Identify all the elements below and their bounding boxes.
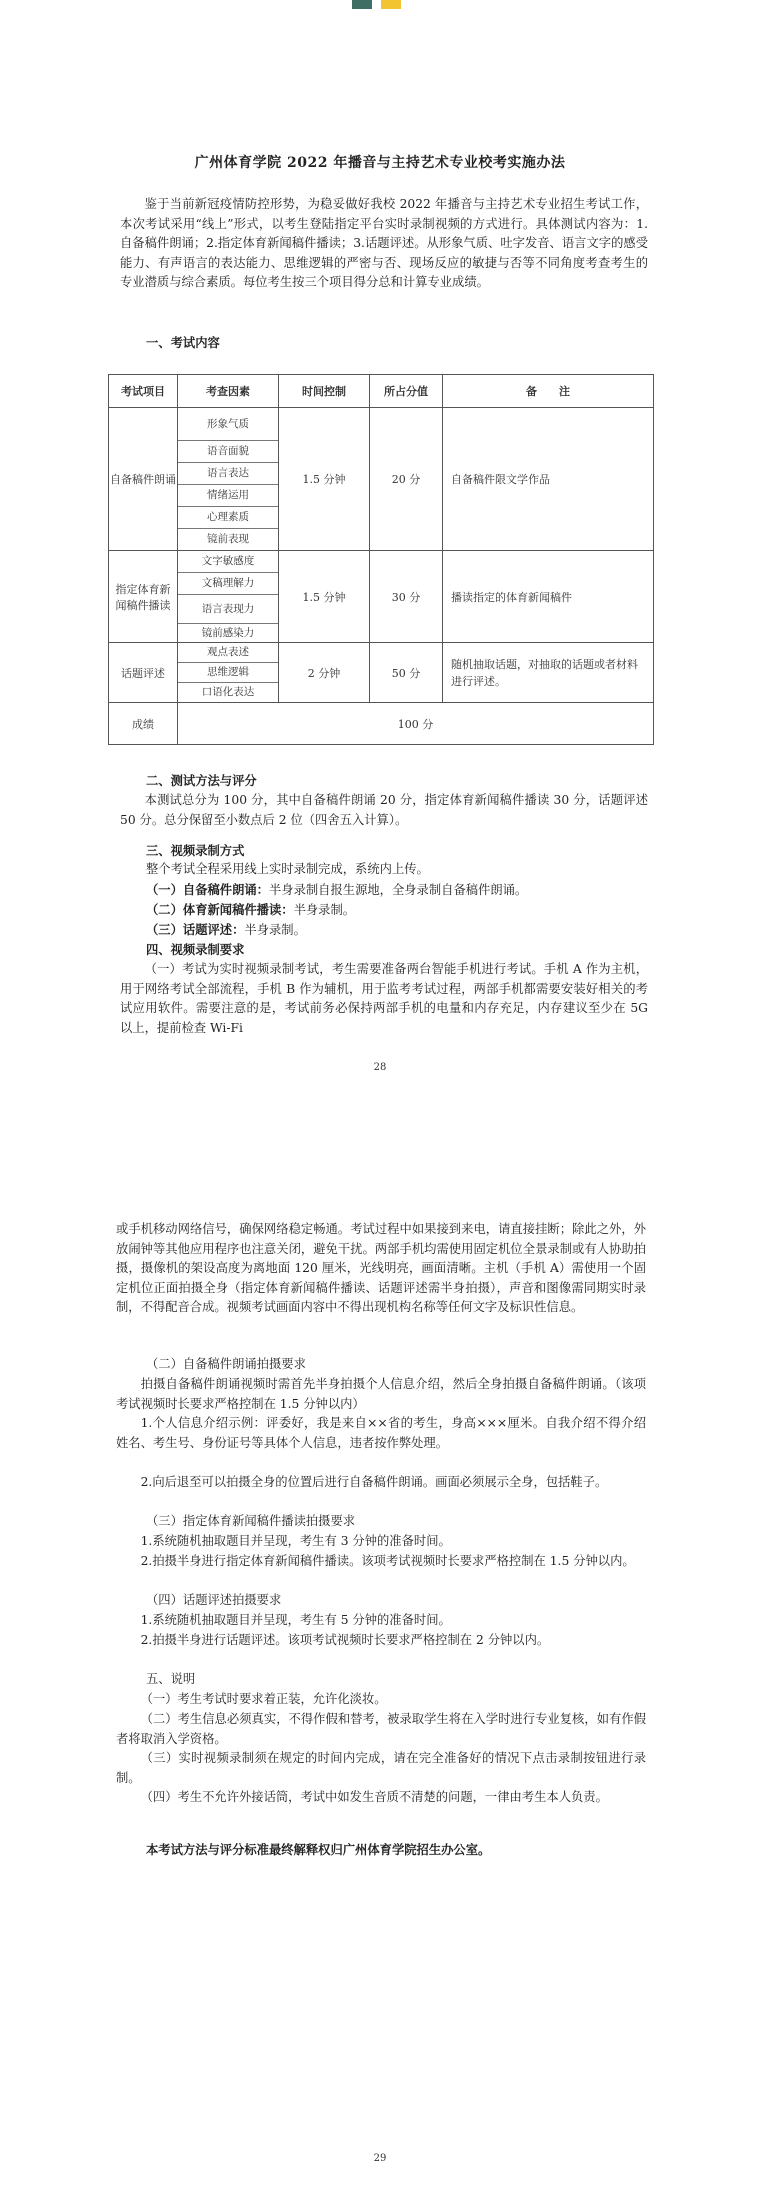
self-reading-item-2: 2.向后退至可以拍摄全身的位置后进行自备稿件朗诵。画面必须展示全身，包括鞋子。 <box>140 1475 608 1489</box>
method-paragraph: 本测试总分为 100 分，其中自备稿件朗诵 20 分，指定体育新闻稿件播读 30 分，话题评述 50 分。总分保留至小数点后 2 位（四舍五入计算）。 <box>120 793 648 827</box>
table-total-row <box>109 703 654 745</box>
topic-commentary-item-1: 1.系统随机抽取题目并呈现，考生有 5 分钟的准备时间。 <box>140 1613 451 1627</box>
page-title: 广州体育学院 2022 年播音与主持艺术专业校考实施办法 <box>194 155 566 171</box>
closing-statement: 本考试方法与评分标准最终解释权归广州体育学院招生办公室。 <box>146 1842 491 1857</box>
table-row <box>109 643 654 703</box>
header-time: 时间控制 <box>279 375 370 408</box>
cell-time: 2 分钟 <box>279 643 370 703</box>
cell-time: 1.5 分钟 <box>279 408 370 551</box>
recording-paragraph: 整个考试全程采用线上实时录制完成，系统内上传。 <box>146 862 429 876</box>
cell-score: 20 分 <box>370 408 443 551</box>
cell-total-label: 成绩 <box>109 703 178 745</box>
section-heading-recording: 三、视频录制方式 <box>146 843 245 858</box>
self-reading-item-1: 1.个人信息介绍示例：评委好，我是来自××省的考生，身高×××厘米。自我介绍不得介绍姓名、考生号、身份证号等具体个人信息，违者按作弊处理。 <box>116 1416 646 1450</box>
cell-factors <box>178 643 279 703</box>
cell-item: 话题评述 <box>109 643 178 703</box>
header-factors: 考查因素 <box>178 375 279 408</box>
factor: 语言表达 <box>178 463 278 485</box>
note-item-2: （二）考生信息必须真实，不得作假和替考，被录取学生将在入学时进行专业复核，如有作假者将取消入学资格。 <box>116 1712 646 1746</box>
cell-score: 30 分 <box>370 551 443 643</box>
factor: 形象气质 <box>178 408 278 441</box>
factor: 文字敏感度 <box>178 551 278 573</box>
requirements-paragraph: （一）考试为实时视频录制考试，考生需要准备两台智能手机进行考试。手机 A 作为主机，用于网络考试全部流程，手机 B 作为辅机，用于监考考试过程，两部手机都需要安装好相关的考试应用软件。需要注意的是，考试前务必保持两部手机的电量和内存充足，内存建议至少在 5G 以上，提前检查 Wi-Fi <box>120 962 648 1035</box>
factor: 镜前感染力 <box>201 627 255 639</box>
cell-time: 1.5 分钟 <box>279 551 370 643</box>
page-29 <box>0 1100 760 2210</box>
exam-content-table <box>108 374 654 745</box>
section-heading-method: 二、测试方法与评分 <box>146 773 257 788</box>
section-heading-notes: 五、说明 <box>146 1672 196 1686</box>
page-number: 28 <box>373 1062 387 1073</box>
cell-factors <box>178 551 279 643</box>
cell-total-value: 100 分 <box>178 703 654 745</box>
factor: 镜前表现 <box>207 533 249 545</box>
self-reading-paragraph: 拍摄自备稿件朗诵视频时需首先半身拍摄个人信息介绍，然后全身拍摄自备稿件朗诵。（该项考试视频时长要求严格控制在 1.5 分钟以内） <box>116 1377 646 1411</box>
factor: 口语化表达 <box>201 686 255 698</box>
factor: 思维逻辑 <box>178 663 278 683</box>
cell-factors <box>178 408 279 551</box>
recording-item-3 <box>146 920 646 941</box>
table-row <box>109 551 654 643</box>
subsection-heading-topic-commentary: （四）话题评述拍摄要求 <box>146 1593 282 1607</box>
section-heading-exam-content: 一、考试内容 <box>146 335 220 350</box>
header-exam-item: 考试项目 <box>109 375 178 408</box>
factor: 文稿理解力 <box>178 573 278 595</box>
note-item-3: （三）实时视频录制须在规定的时间内完成，请在完全准备好的情况下点击录制按钮进行录制。 <box>116 1751 646 1785</box>
factor: 观点表述 <box>178 643 278 663</box>
table-header-row <box>109 375 654 408</box>
news-reading-item-2: 2.拍摄半身进行指定体育新闻稿件播读。该项考试视频时长要求严格控制在 1.5 分钟以内。 <box>140 1554 635 1568</box>
header-score: 所占分值 <box>370 375 443 408</box>
page-number: 29 <box>373 2153 387 2164</box>
recording-item-2-label: （二）体育新闻稿件播读： <box>146 902 294 917</box>
recording-item-1-text: 半身录制自报生源地，全身录制自备稿件朗诵。 <box>268 883 528 897</box>
cell-score: 50 分 <box>370 643 443 703</box>
intro-paragraph: 鉴于当前新冠疫情防控形势，为稳妥做好我校 2022 年播音与主持艺术专业招生考试工作，本次考试采用“线上”形式，以考生登陆指定平台实时录制视频的方式进行。具体测试内容为：1.自备稿件朗诵；2.指定体育新闻稿件播读；3.话题评述。从形象气质、吐字发音、语言文字的感受能力、有声语言的表达能力、思维逻辑的严密与否、现场反应的敏捷与否等不同角度考查考生的专业潜质与综合素质。每位考生按三个项目得分总和计算专业成绩。 <box>120 197 648 289</box>
subsection-heading-self-reading: （二）自备稿件朗诵拍摄要求 <box>146 1357 306 1371</box>
header-notes: 备 注 <box>443 375 654 408</box>
recording-item-1-label: （一）自备稿件朗诵： <box>146 882 269 897</box>
cell-note: 自备稿件限文学作品 <box>443 408 654 551</box>
factor: 心理素质 <box>178 507 278 529</box>
recording-item-1 <box>146 880 646 901</box>
section-heading-requirements: 四、视频录制要求 <box>146 942 245 957</box>
note-item-1: （一）考生考试时要求着正装，允许化淡妆。 <box>140 1692 387 1706</box>
recording-item-3-label: （三）话题评述： <box>146 922 245 937</box>
recording-item-3-text: 半身录制。 <box>244 923 306 937</box>
cell-note: 播读指定的体育新闻稿件 <box>443 551 654 643</box>
recording-item-2 <box>146 900 646 921</box>
page-28 <box>0 0 760 1100</box>
note-item-4: （四）考生不允许外接话筒，考试中如发生音质不清楚的问题，一律由考生本人负责。 <box>140 1790 608 1804</box>
news-reading-item-1: 1.系统随机抽取题目并呈现，考生有 3 分钟的准备时间。 <box>140 1534 451 1548</box>
continued-paragraph: 或手机移动网络信号，确保网络稳定畅通。考试过程中如果接到来电，请直接挂断；除此之外，外放闹钟等其他应用程序也注意关闭，避免干扰。两部手机均需使用固定机位全景录制或有人协助拍摄，摄像机的架设高度为离地面 120 厘米，光线明亮，画面清晰。主机（手机 A）需使用一个固定机位正面拍摄全身（指定体育新闻稿件播读、话题评述需半身拍摄），声音和图像需同期实时录制，不得配音合成。视频考试画面内容中不得出现机构名称等任何文字及标识性信息。 <box>116 1222 646 1314</box>
cell-item: 自备稿件朗诵 <box>109 408 178 551</box>
cell-item: 指定体育新闻稿件播读 <box>109 551 178 643</box>
recording-item-2-text: 半身录制。 <box>293 903 356 917</box>
factor: 情绪运用 <box>178 485 278 507</box>
topic-commentary-item-2: 2.拍摄半身进行话题评述。该项考试视频时长要求严格控制在 2 分钟以内。 <box>140 1633 550 1647</box>
factor: 语音面貌 <box>178 441 278 463</box>
subsection-heading-news-reading: （三）指定体育新闻稿件播读拍摄要求 <box>146 1514 356 1528</box>
table-row <box>109 408 654 551</box>
factor: 语言表现力 <box>178 595 278 624</box>
cell-note: 随机抽取话题，对抽取的话题或者材料进行评述。 <box>443 643 654 703</box>
